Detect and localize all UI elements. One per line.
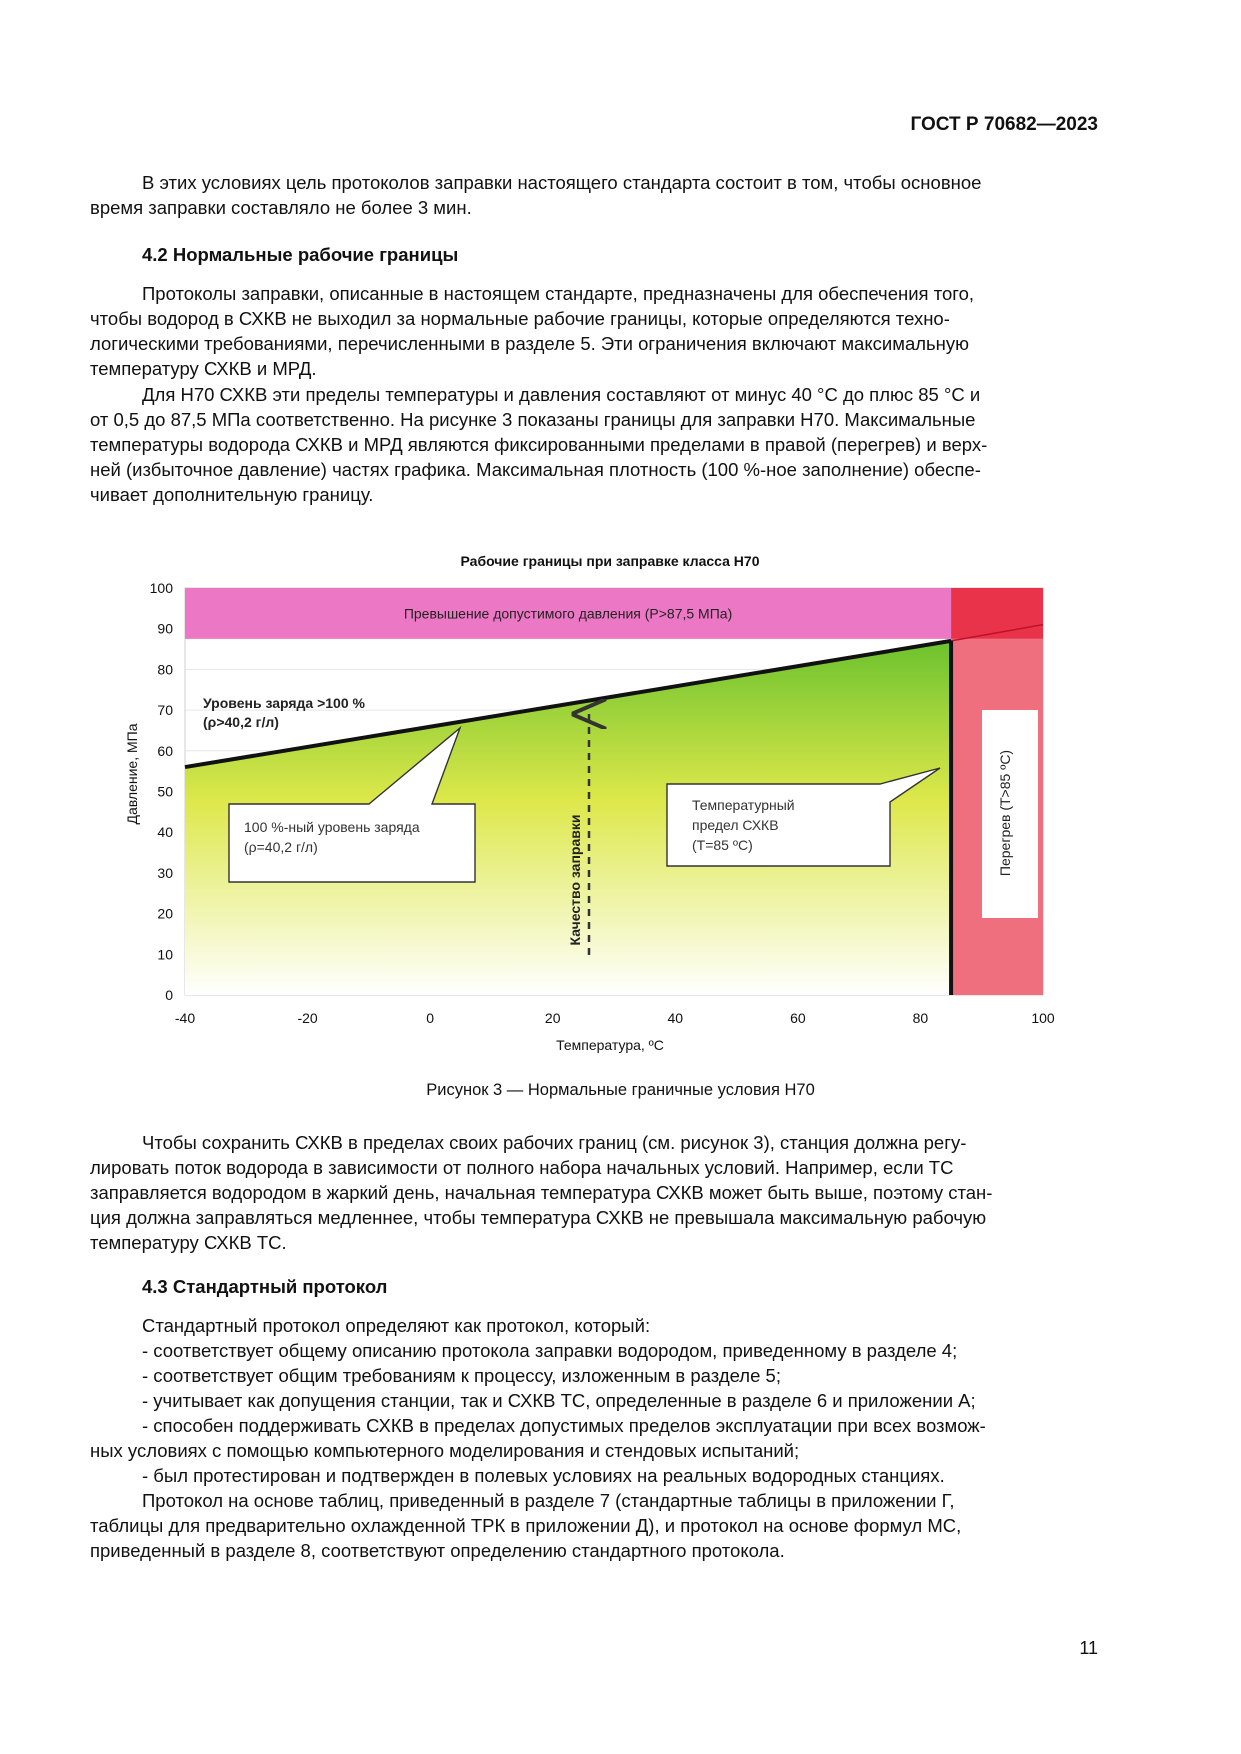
- x-tick-label: -20: [297, 1010, 318, 1026]
- y-tick-label: 30: [157, 864, 173, 881]
- text-line: ция должна заправляться медленнее, чтобы температура СХКВ не превышала максимальную рабочую: [90, 1207, 987, 1228]
- paragraph-h70-limits: [90, 382, 1098, 507]
- x-tick-label: 0: [426, 1010, 435, 1026]
- paragraph-protocols: [90, 281, 1098, 381]
- corner-zone: [951, 588, 1043, 639]
- text-line: температуру СХКВ ТС.: [90, 1232, 287, 1253]
- y-tick-label: 40: [157, 824, 173, 841]
- text-line: чивает дополнительную границу.: [90, 484, 374, 505]
- x-tick-label: 100: [1031, 1010, 1055, 1026]
- quality-label: Качество заправки: [567, 814, 583, 946]
- y-tick-label: 90: [157, 620, 173, 637]
- y-tick-label: 10: [157, 946, 173, 963]
- text-line: от 0,5 до 87,5 МПа соответственно. На рисунке 3 показаны границы для заправки H70. Максимальные: [90, 409, 976, 430]
- list-item: - учитывает как допущения станции, так и СХКВ ТС, определенные в разделе 6 и приложении А;: [142, 1390, 976, 1411]
- list-item: - был протестирован и подтвержден в полевых условиях на реальных водородных станциях.: [142, 1465, 945, 1486]
- text-line: Протокол на основе таблиц, приведенный в разделе 7 (стандартные таблицы в приложении Г,: [142, 1490, 955, 1511]
- text-line: чтобы водород в СХКВ не выходил за нормальные рабочие границы, которые определяются техно-: [90, 308, 950, 329]
- overheat-label: Перегрев (Т>85 ºС): [997, 749, 1013, 877]
- y-axis-label: Давление, МПа: [124, 723, 140, 825]
- text-line: Чтобы сохранить СХКВ в пределах своих рабочих границ (см. рисунок 3), станция должна регу-: [142, 1132, 967, 1153]
- x-tick-label: 20: [544, 1010, 561, 1026]
- x-tick-label: -40: [174, 1010, 196, 1026]
- page-number: 11: [1079, 1638, 1098, 1658]
- overpressure-label: Превышение допустимого давления (Р>87,5 МПа): [403, 605, 733, 622]
- text-line: приведенный в разделе 8, соответствуют определению стандартного протокола.: [90, 1540, 785, 1561]
- x-tick-label: 40: [667, 1010, 684, 1026]
- document-id: ГОСТ Р 70682—2023: [910, 114, 1098, 135]
- y-tick-label: 100: [149, 580, 173, 596]
- x-tick-label: 60: [790, 1010, 806, 1026]
- section-heading-4-2: 4.2 Нормальные рабочие границы: [142, 244, 459, 265]
- text-line: В этих условиях цель протоколов заправки настоящего стандарта состоит в том, чтобы основное: [142, 172, 982, 193]
- text-line: Стандартный протокол определяют как протокол, который:: [142, 1315, 651, 1336]
- y-tick-label: 70: [157, 702, 173, 719]
- chart-title: Рабочие границы при заправке класса H70: [460, 553, 760, 569]
- text-line: таблицы для предварительно охлажденной ТРК в приложении Д), и протокол на основе формул МС,: [90, 1515, 962, 1536]
- paragraph-intro: [90, 170, 1098, 220]
- y-axis-ticks: [150, 580, 174, 1003]
- x-tick-label: 80: [912, 1010, 929, 1026]
- charge-over-label: Уровень заряда >100 % (ρ>40,2 г/л): [203, 695, 365, 730]
- text-line: заправляется водородом в жаркий день, начальная температура СХКВ может быть выше, поэтому стан-: [90, 1182, 993, 1203]
- y-tick-label: 80: [157, 661, 173, 678]
- list-standard-protocol: [90, 1313, 1098, 1563]
- y-tick-label: 0: [165, 987, 173, 1003]
- callout-100-charge-text: 100 %-ный уровень заряда (ρ=40,2 г/л): [244, 819, 420, 855]
- list-item: - соответствует общим требованиям к процессу, изложенным в разделе 5;: [142, 1365, 781, 1386]
- x-axis-ticks: [175, 1010, 1055, 1026]
- figure-caption: Рисунок 3 — Нормальные граничные условия H70: [426, 1081, 815, 1099]
- text-line: логическими требованиями, перечисленными в разделе 5. Эти ограничения включают максимальную: [90, 333, 970, 354]
- text-line: Протоколы заправки, описанные в настоящем стандарте, предназначены для обеспечения того,: [142, 283, 975, 304]
- chart-figure: [0, 540, 1241, 1070]
- text-line: температуру СХКВ и МРД.: [90, 358, 317, 379]
- section-heading-4-3: 4.3 Стандартный протокол: [142, 1276, 388, 1297]
- paragraph-station: [90, 1130, 1098, 1255]
- y-tick-label: 20: [157, 905, 173, 922]
- y-tick-label: 50: [157, 783, 173, 800]
- text-line: время заправки составляло не более 3 мин.: [90, 197, 472, 218]
- callout-temp-limit-text: Температурный предел СХКВ (Т=85 ºС): [692, 797, 795, 853]
- text-line: температуры водорода СХКВ и МРД являются фиксированными пределами в правой (перегрев) и верх-: [90, 434, 988, 455]
- list-item: - способен поддерживать СХКВ в пределах допустимых пределов эксплуатации при всех возмож-: [142, 1415, 986, 1436]
- text-line: Для H70 СХКВ эти пределы температуры и давления составляют от минус 40 °C до плюс 85 °C и: [142, 384, 981, 405]
- text-line: лировать поток водорода в зависимости от полного набора начальных условий. Например, если ТС: [90, 1157, 954, 1178]
- y-tick-label: 60: [157, 742, 173, 759]
- x-axis-label: Температура, ºС: [556, 1037, 664, 1053]
- list-item-continuation: ных условиях с помощью компьютерного моделирования и стендовых испытаний;: [90, 1440, 800, 1461]
- list-item: - соответствует общему описанию протокола заправки водородом, приведенному в разделе 4;: [142, 1340, 958, 1361]
- text-line: ней (избыточное давление) частях графика. Максимальная плотность (100 %-ное заполнение) обеспе-: [90, 459, 981, 480]
